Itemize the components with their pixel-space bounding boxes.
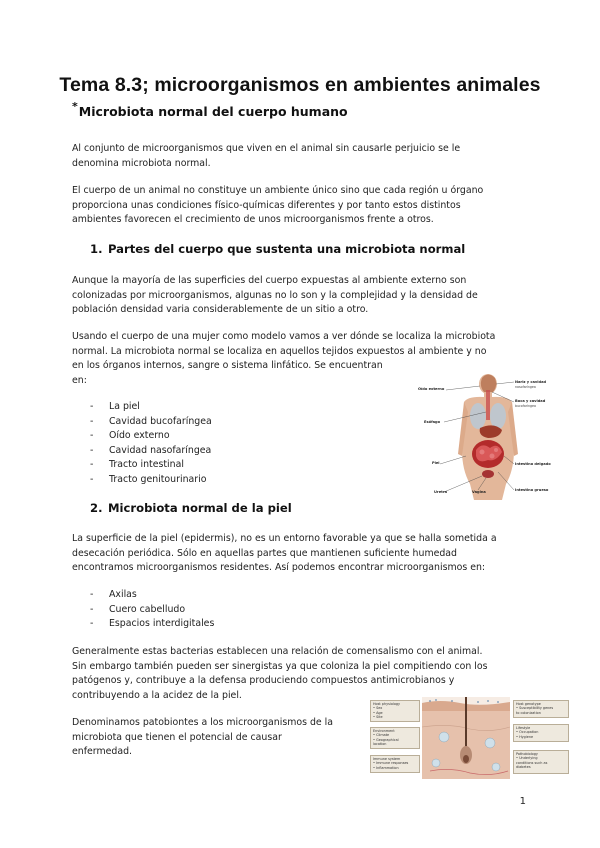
box-line: • Climate [373,733,390,738]
text-line: desecación periódica. Sólo en aquellas partes que mantienen suficiente humedad [72,547,457,559]
text-line: denomina microbiota normal. [72,157,211,169]
text-line: enfermedad. [72,746,132,758]
label-oido-externo: Oído externo [418,387,445,391]
text-line: microbiota que tienen el potencial de causar [72,731,282,743]
box-line: Host physiology [373,702,401,706]
box-line: • Immune responses [373,761,409,766]
list-item: - La piel [90,400,212,415]
text-line: normal. La microbiota normal se localiza en aquellos tejidos expuestos al ambiente y no [72,345,487,357]
label-boca-sub: bucofaríngea [515,404,536,408]
section-2-paragraph-2 [72,645,532,703]
page-title: Tema 8.3; microorganismos en ambientes animales [59,74,541,96]
section-2-paragraph-1 [72,532,532,576]
section-1-heading [90,242,465,256]
label-esofago: Esófago [424,420,441,424]
label-intestino-delgado: Intestino delgado [515,462,551,466]
list-item: - Tracto intestinal [90,458,212,473]
box-line: • Geographical [373,737,399,742]
list-item: - Cuero cabelludo [90,603,214,618]
box-line: • Age [373,710,383,715]
label-piel: Piel [432,461,440,465]
box-line: • Inflammation [373,765,399,770]
box-line: diabetes [516,764,531,769]
text-line: Usando el cuerpo de una mujer como modelo vamos a ver dónde se localiza la microbiota [72,331,496,342]
label-boca: Boca y cavidad [515,399,546,403]
intro-paragraph-2 [72,184,532,228]
text-line: Denominamos patobiontes a los microorganismos de la [72,717,334,728]
box-line: • Sex [373,706,383,711]
list-item: - Tracto genitourinario [90,473,212,488]
label-nariz: Nariz y cavidad [515,380,547,384]
label-intestino-grueso: Intestino grueso [515,488,549,492]
box-line: location [373,741,387,746]
label-vagina: Vagina [472,490,486,494]
box-line: • Hygiene [516,734,534,739]
heading-asterisk: * [72,100,78,113]
section-heading-text: Microbiota normal del cuerpo humano [78,104,348,119]
box-pathobiology [513,750,569,774]
section-title: Microbiota normal de la piel [108,501,292,515]
text-line: población densidad varia considerablemente de un sitio a otro. [72,304,369,316]
box-line: • Susceptibility genes [516,706,554,711]
text-line: contribuyendo a la acidez de la piel. [72,689,242,701]
box-line: Environment [373,729,395,733]
section-2-paragraph-3 [72,716,372,760]
body-microbiota-figure [418,372,558,500]
box-line: Lifestyle [516,726,531,730]
text-line: colonizadas por microorganismos, algunas no lo son y la complejidad y la densidad de [72,289,478,301]
box-line: • Underlying [516,756,538,761]
label-uretra: Uretra [434,490,448,494]
box-immune-system [370,755,420,773]
box-host-genotype [513,700,569,718]
list-item: - Cavidad bucofaríngea [90,415,212,430]
body-sites-list [90,400,212,488]
text-line: patógenos y, contribuye a la defensa produciendo compuestos antimicrobianos y [72,675,455,687]
list-item: - Cavidad nasofaríngea [90,444,212,459]
box-line: • Site [373,714,383,719]
section-title: Partes del cuerpo que sustenta una microbiota normal [108,242,466,256]
skin-factors-figure [370,697,570,779]
text-line: encontramos microorganismos residentes. Así podemos encontrar microorganismos en: [72,562,486,574]
text-line: Sin embargo también pueden ser sinergistas ya que coloniza la piel compitiendo con los [72,660,488,672]
box-lifestyle [513,724,569,742]
box-host-physiology [370,700,420,722]
skin-sites-list [90,588,214,632]
text-line: La superficie de la piel (epidermis), no es un entorno favorable ya que se halla sometida a [72,533,497,544]
text-line: en los órganos internos, sangre o sistema linfático. Se encuentran [72,360,383,372]
section-2-heading [90,501,292,515]
list-item: - Espacios interdigitales [90,617,214,632]
text-line: Generalmente estas bacterias establecen una relación de comensalismo con el animal. [72,646,483,657]
box-line: Pathobiology [516,752,538,756]
section-number: 2. [90,501,103,515]
text-line: ambientes favorecen el crecimiento de unos microorganismos frente a otros. [72,214,434,226]
text-line: en: [72,374,87,386]
text-line: Al conjunto de microorganismos que viven en el animal sin causarle perjuicio se le [72,143,461,154]
box-line: conditions such as [516,760,548,765]
list-item: - Axilas [90,588,214,603]
box-line: to colonization [516,710,541,715]
intro-paragraph-1 [72,142,532,171]
box-line: • Occupation [516,730,539,735]
box-line: Host genotype [516,702,541,706]
list-item: - Oído externo [90,429,212,444]
page-number: 1 [519,796,526,807]
text-line: proporciona unas condiciones físico-químicas diferentes y por tanto estos distintos [72,199,461,211]
section-1-paragraph-1 [72,274,532,318]
text-line: El cuerpo de un animal no constituye un ambiente único sino que cada región u órgano [72,185,484,196]
box-line: Immune system [373,757,401,761]
body-illustration [418,372,558,500]
text-line: Aunque la mayoría de las superficies del cuerpo expuestas al ambiente externo son [72,275,467,286]
section-number: 1. [90,242,103,256]
label-nariz-sub: nasofaríngea [515,385,536,389]
box-environment [370,727,420,749]
section-heading-microbiota [72,100,348,119]
